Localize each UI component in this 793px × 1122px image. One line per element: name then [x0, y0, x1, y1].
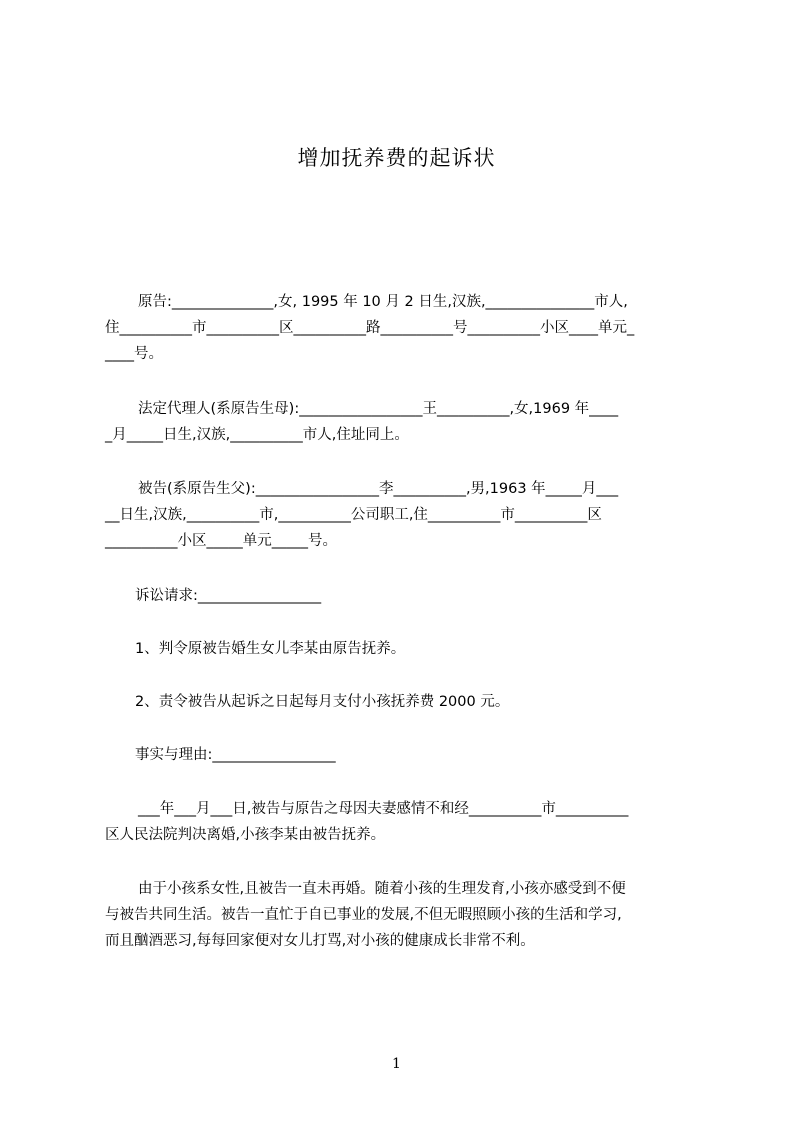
- defendant-line-1: 被告(系原告生父):_________________李__________,男,1963 年_____月___: [138, 481, 619, 497]
- facts-heading: 事实与理由:_________________: [135, 747, 336, 763]
- defendant-line-3: __________小区_____单元_____号。: [105, 533, 337, 549]
- facts-paragraph-2-line-2: 与被告共同生活。被告一直忙于自已事业的发展,不但无暇照顾小孩的生活和学习,: [105, 907, 622, 923]
- claim-item-2: 2、责令被告从起诉之日起每月支付小孩抚养费 2000 元。: [135, 694, 510, 710]
- facts-paragraph-2-line-1: 由于小孩系女性,且被告一直未再婚。随着小孩的生理发育,小孩亦感受到不便: [138, 881, 626, 897]
- agent-line-1: 法定代理人(系原告生母):_________________王__________,女,1969 年____: [138, 401, 619, 417]
- facts-paragraph-2-line-3: 而且酗酒恶习,每每回家便对女儿打骂,对小孩的健康成长非常不利。: [105, 933, 535, 949]
- facts-paragraph-1-line-1: ___年___月___日,被告与原告之母因夫妻感情不和经__________市__________: [138, 801, 629, 817]
- claim-item-1: 1、判令原被告婚生女儿李某由原告抚养。: [135, 641, 406, 657]
- plaintiff-line-3: ____号。: [105, 346, 163, 362]
- plaintiff-line-2: 住__________市__________区__________路__________号__________小区____单元_: [105, 320, 635, 336]
- plaintiff-line-1: 原告:______________,女, 1995 年 10 月 2 日生,汉族,_______________市人,: [138, 294, 628, 310]
- facts-paragraph-1-line-2: 区人民法院判决离婚,小孩李某由被告抚养。: [105, 827, 386, 843]
- agent-line-2: _月_____日生,汉族,__________市人,住址同上。: [105, 427, 409, 443]
- claims-heading: 诉讼请求:_________________: [135, 588, 322, 604]
- page-number: 1: [392, 1056, 401, 1072]
- document-title: 增加抚养费的起诉状: [297, 146, 496, 170]
- defendant-line-2: __日生,汉族,__________市,__________公司职工,住__________市__________区: [105, 507, 602, 523]
